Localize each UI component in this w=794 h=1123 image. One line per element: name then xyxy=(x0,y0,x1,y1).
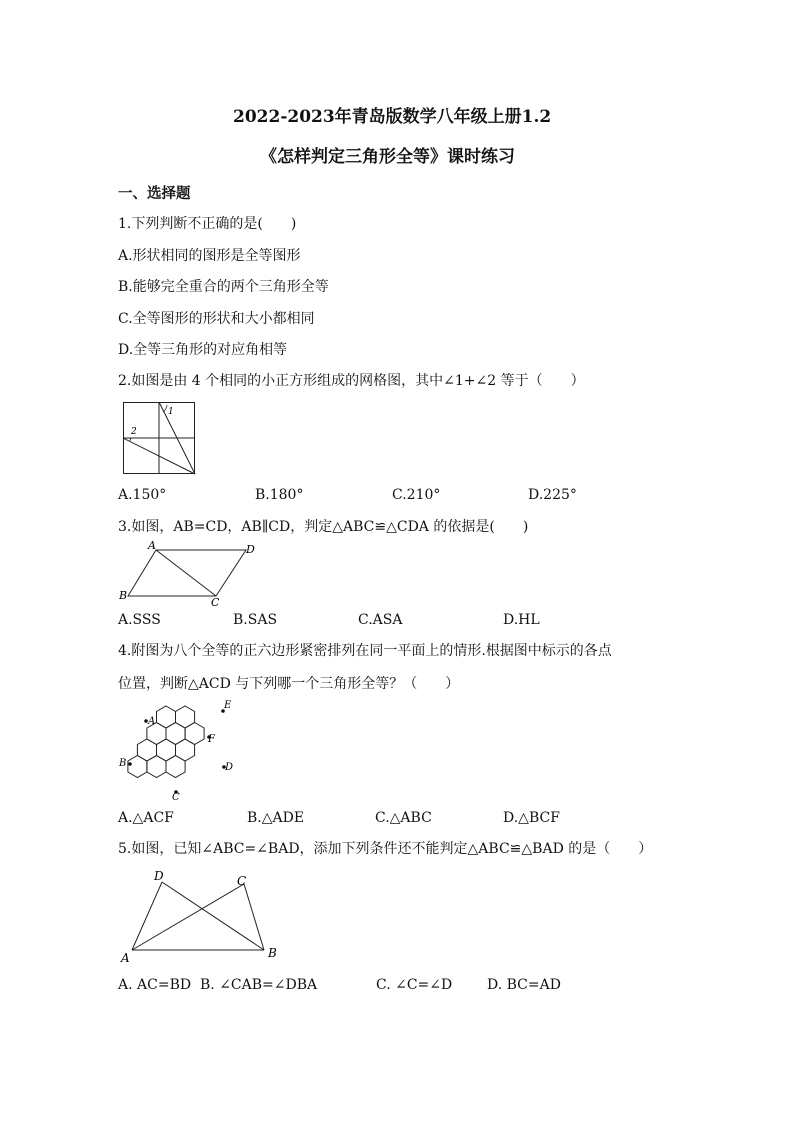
title-line-1: 2022-2023年青岛版数学八年级上册1.2 xyxy=(233,107,552,127)
q3-option-b[interactable]: B.SAS xyxy=(233,612,278,628)
q2-option-a[interactable]: A.150° xyxy=(118,487,167,503)
q1-option-a[interactable]: A.形状相同的图形是全等图形 xyxy=(118,248,301,264)
q2-grid-figure xyxy=(123,402,195,474)
q3-stem: 3.如图，AB=CD，AB∥CD，判定△ABC≌△CDA 的依据是( ) xyxy=(118,519,529,535)
q1-option-d[interactable]: D.全等三角形的对应角相等 xyxy=(118,342,288,358)
q4-label-e: E xyxy=(224,700,232,711)
q5-option-c[interactable]: C. ∠C=∠D xyxy=(376,977,453,993)
hexagon-cell xyxy=(128,756,147,778)
q4-option-b[interactable]: B.△ADE xyxy=(247,810,305,826)
q5-label-d: D xyxy=(154,869,164,883)
q4-label-b: B xyxy=(119,758,127,769)
q2-stem: 2.如图是由 4 个相同的小正方形组成的网格图，其中∠1+∠2 等于（ ） xyxy=(118,373,585,389)
q4-option-c[interactable]: C.△ABC xyxy=(375,810,432,826)
q5-option-d[interactable]: D. BC=AD xyxy=(487,977,561,993)
q2-option-c[interactable]: C.210° xyxy=(392,487,441,503)
q3-parallelogram-figure xyxy=(118,540,258,608)
q3-label-a: A xyxy=(148,539,156,552)
q5-option-b[interactable]: B. ∠CAB=∠DBA xyxy=(200,977,318,993)
section-heading: 一、选择题 xyxy=(118,185,191,202)
q4-label-f: F xyxy=(208,734,215,745)
q5-triangles-figure xyxy=(118,868,288,964)
q1-option-c[interactable]: C.全等图形的形状和大小都相同 xyxy=(118,311,315,327)
q2-option-b[interactable]: B.180° xyxy=(255,487,304,503)
q5-label-c: C xyxy=(237,874,247,888)
q3-label-c: C xyxy=(211,596,220,609)
q4-stem-line-1: 4.附图为八个全等的正六边形紧密排列在同一平面上的情形.根据图中标示的各点 xyxy=(118,643,612,659)
q4-label-a: A xyxy=(148,716,156,727)
q3-option-c[interactable]: C.ASA xyxy=(358,612,403,628)
q5-option-a[interactable]: A. AC=BD xyxy=(118,977,192,993)
q4-label-d: D xyxy=(225,762,234,773)
hexagon-cell xyxy=(166,756,185,778)
q5-stem: 5.如图，已知∠ABC=∠BAD，添加下列条件还不能判定△ABC≌△BAD 的是（ ） xyxy=(118,841,653,857)
q1-option-b[interactable]: B.能够完全重合的两个三角形全等 xyxy=(118,279,329,295)
q3-option-a[interactable]: A.SSS xyxy=(118,612,161,628)
q4-option-d[interactable]: D.△BCF xyxy=(503,810,560,826)
title-line-2: 《怎样判定三角形全等》课时练习 xyxy=(260,147,515,167)
q4-label-c: C xyxy=(172,792,180,803)
hexagon-cell xyxy=(147,756,166,778)
q2-option-d[interactable]: D.225° xyxy=(528,487,577,503)
q5-label-b: B xyxy=(268,946,277,960)
q3-option-d[interactable]: D.HL xyxy=(503,612,540,628)
q3-label-b: B xyxy=(119,589,128,602)
q4-stem-line-2: 位置，判断△ACD 与下列哪一个三角形全等？（ ） xyxy=(118,676,460,692)
q3-label-d: D xyxy=(246,543,255,556)
q1-stem: 1.下列判断不正确的是( ) xyxy=(118,216,297,232)
q4-label-b-point xyxy=(128,762,132,766)
q2-angle-2-label: 2 xyxy=(131,427,137,437)
q5-label-a: A xyxy=(121,951,130,965)
q4-hexagon-figure xyxy=(118,697,248,801)
q4-option-a[interactable]: A.△ACF xyxy=(118,810,174,826)
q2-angle-1-label: 1 xyxy=(168,407,174,417)
